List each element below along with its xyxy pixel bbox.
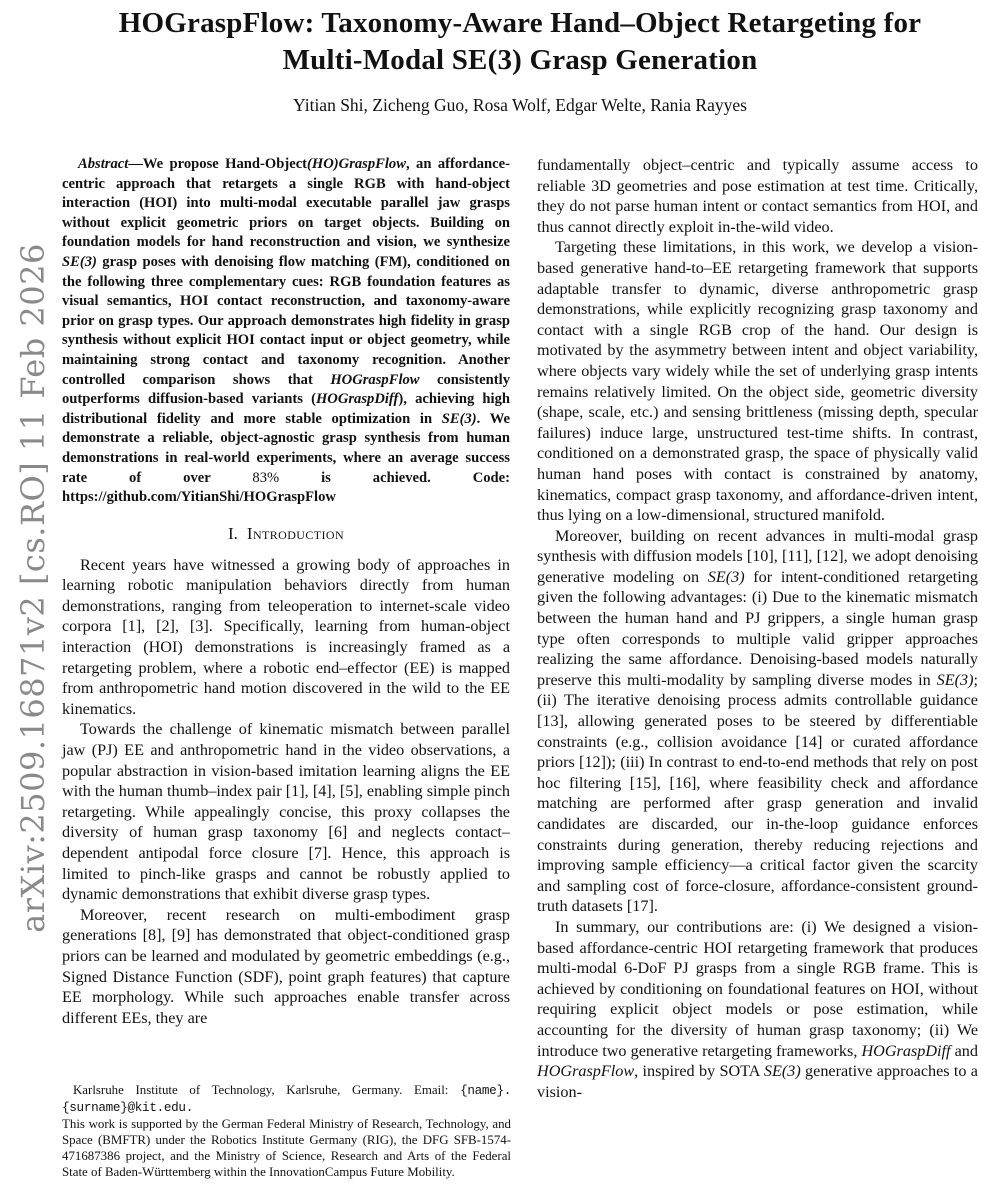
text-segment: generative approaches to a vision- [537, 1062, 978, 1101]
text-segment: SE(3) [441, 410, 477, 427]
title-line-1: HOGraspFlow: Taxonomy-Aware Hand–Object Retargeting for [118, 7, 922, 39]
text-segment: HOGraspDiff [315, 391, 399, 408]
arxiv-watermark: arXiv:2509.16871v2 [cs.RO] 11 Feb 2026 [14, 243, 52, 933]
section-number: I. [227, 523, 238, 543]
text-segment: SE(3) [707, 567, 745, 586]
text-segment: 83% [252, 469, 280, 486]
text-segment: consistently outperforms diffusion-based variants ( [62, 371, 510, 408]
text-segment: ; (ii) The iterative denoising process admits controllable guidance [13], allowing generated poses to be steered by differentiable constraints (e.g., collision avoidance [14] or curated affordance priors [12]); (iii) In contrast to end-to-end methods that rely on post hoc filtering [15], [16], where feasibility check and affordance matching are performed after grasp generation and invalid candidates are discarded, our in-the-loop guidance enforces constraints during generation, thereby reducing rejections and improving sample efficiency—a critical factor given the scarcity and sampling cost of force-closure, affordance-consistent ground-truth datasets [17]. [537, 670, 978, 916]
text-segment: (HO)GraspFlow [307, 156, 406, 172]
text-segment: This work is supported by the German Federal Ministry of Research, Technology, and Space (BMFTR) under the Robotics Institute Germany (RIG), the DFG SFB-1574-471687386 project, and the Ministry of Science, Research and Arts of the Federal State of Baden-Württemberg within the InnovationCampus Future Mobility. [62, 1117, 511, 1179]
text-segment: Abstract [78, 156, 129, 172]
text-segment: HOGraspFlow [537, 1062, 635, 1081]
text-segment: Moreover, recent research on multi-embodiment grasp generations [8], [9] has demonstrated that object-conditioned grasp priors can be learned and modulated by geometric embeddings (e.g., Signed Distance Function (SDF), point graph features) that capture EE morphology. While such approaches enable transfer across different EEs, they are [62, 905, 510, 1027]
text-segment: , inspired by SOTA [634, 1062, 764, 1081]
paper-title [62, 5, 978, 79]
text-segment: Moreover, building on recent advances in multi-modal grasp synthesis with diffusion models [10], [11], [12], we adopt denoising generative modeling on [537, 526, 978, 586]
text-segment: In summary, our contributions are: (i) We designed a vision-based affordance-centric HOI retargeting framework that produces multi-modal 6-DoF PJ grasps from a single RGB frame. This is achieved by conditioning on foundational features on HOI, without requiring explicit object models or pose estimation, while accounting for the diversity of human grasp taxonomy; (ii) We introduce two generative retargeting frameworks, [537, 917, 978, 1060]
text-segment: Karlsruhe Institute of Technology, Karlsruhe, Germany. Email: [73, 1083, 461, 1097]
text-segment: Targeting these limitations, in this work, we develop a vision-based generative hand-to–EE retargeting framework that supports adaptable transfer to dynamic, diverse anthropometric grasp demonstrations, while explicitly recognizing grasp taxonomy and contact with a single RGB crop of the hand. Our design is motivated by the asymmetry between intent and object variability, where objects vary widely while the set of underlying grasp intents remains relatively limited. On the object side, geometric diversity (shape, scale, etc.) and sensing brittleness (missing depth, specular failures) induce large, unstructured test-time shifts. In contrast, conditioned on a demonstrated grasp, the space of physically valid human hand poses with contact is constrained by anatomy, kinematics, compact grasp taxonomy, and affordance-driven intent, thus lying on a low-dimensional, structured manifold. [537, 238, 978, 525]
text-segment: grasp poses with denoising flow matching (FM), conditioned on the following three complementary cues: RGB foundation features as visual semantics, HOI contact reconstruction, and taxonomy-aware prior on grasp types. Our approach demonstrates high fidelity in grasp synthesis without explicit HOI contact input or object geometry, while maintaining strong contact and taxonomy recognition. Another controlled comparison shows that [62, 253, 510, 388]
section-heading-introduction [62, 524, 510, 544]
text-segment: HOGraspDiff [861, 1041, 951, 1060]
title-line-2: Multi-Modal SE(3) Grasp Generation [282, 44, 758, 76]
paragraph [537, 526, 978, 917]
authors-line: Yitian Shi, Zicheng Guo, Rosa Wolf, Edgar Welte, Rania Rayyes [293, 95, 747, 115]
text-segment: is achieved. Code: [279, 469, 511, 486]
text-segment: SE(3) [62, 253, 97, 270]
text-segment: Towards the challenge of kinematic mismatch between parallel jaw (PJ) EE and anthropometric hand in the video observations, a popular abstraction in vision-based imitation learning aligns the EE with the human thumb–index pair [1], [4], [5], enabling simple pinch retargeting. While appealingly concise, this proxy collapses the diversity of human grasp taxonomy [6] and neglects contact–dependent antipodal force closure [7]. Hence, this approach is limited to pinch-like grasps and cannot be robustly applied to dynamic demonstrations that exhibit diverse grasp types. [62, 720, 510, 904]
text-segment: , an affordance-centric approach that retargets a single RGB with hand-object interaction (HOI) into multi-modal executable parallel jaw grasps without explicit geometric priors on target objects. Building on foundation models for hand reconstruction and vision, we synthesize [62, 156, 510, 251]
paragraph [62, 1116, 511, 1180]
text-segment: Recent years have witnessed a growing body of approaches in learning robotic manipulation behaviors directly from human demonstrations, ranging from teleoperation to internet-scale video corpora [1], [2], [3]. Specifically, learning from human-object interaction (HOI) demonstrations is increasingly framed as a retargeting problem, where a robotic end–effector (EE) is mapped from anthropometric hand motion discovered in the wild to the EE kinematics. [62, 555, 510, 718]
paragraph [62, 1082, 511, 1116]
text-segment: and [950, 1041, 978, 1060]
text-segment: {name}.{surname}@kit.edu. [62, 1083, 511, 1115]
section-title: Introduction [246, 523, 345, 543]
right-column [537, 155, 978, 1200]
paragraph [537, 155, 978, 237]
text-segment: —We propose Hand-Object [128, 156, 308, 172]
text-segment: https://github.com/YitianShi/HOGraspFlow [62, 489, 336, 506]
abstract [62, 155, 510, 508]
footnote [62, 1082, 511, 1180]
text-segment: . We demonstrate a reliable, object-agnostic grasp synthesis from human demonstrations in real-world experiments, where an average success rate of over [62, 410, 510, 486]
paragraph [62, 155, 510, 508]
text-segment: SE(3) [763, 1062, 801, 1081]
introduction-paragraphs-left [62, 555, 510, 1029]
paragraph [537, 237, 978, 525]
paragraph [62, 555, 510, 720]
text-segment: for intent-conditioned retargeting given the following advantages: (i) Due to the kinematic mismatch between the human hand and PJ grippers, a single human grasp type often corresponds to multiple valid gripper approaches realizing the same affordance. Denoising-based models naturally preserve this multi-modality by sampling diverse modes in [537, 567, 978, 689]
text-segment: SE(3) [936, 670, 974, 689]
paragraph [537, 917, 978, 1102]
text-segment: ), achieving high distributional fidelity and more stable optimization in [62, 391, 510, 427]
left-column [62, 155, 510, 1028]
paragraph [62, 719, 510, 904]
text-segment: fundamentally object–centric and typically assume access to reliable 3D geometries and pose estimation at test time. Critically, they do not parse human intent or contact semantics from HOI, and thus cannot directly exploit in-the-wild video. [537, 156, 978, 236]
text-segment: HOGraspFlow [330, 371, 420, 388]
paragraph [62, 905, 510, 1029]
